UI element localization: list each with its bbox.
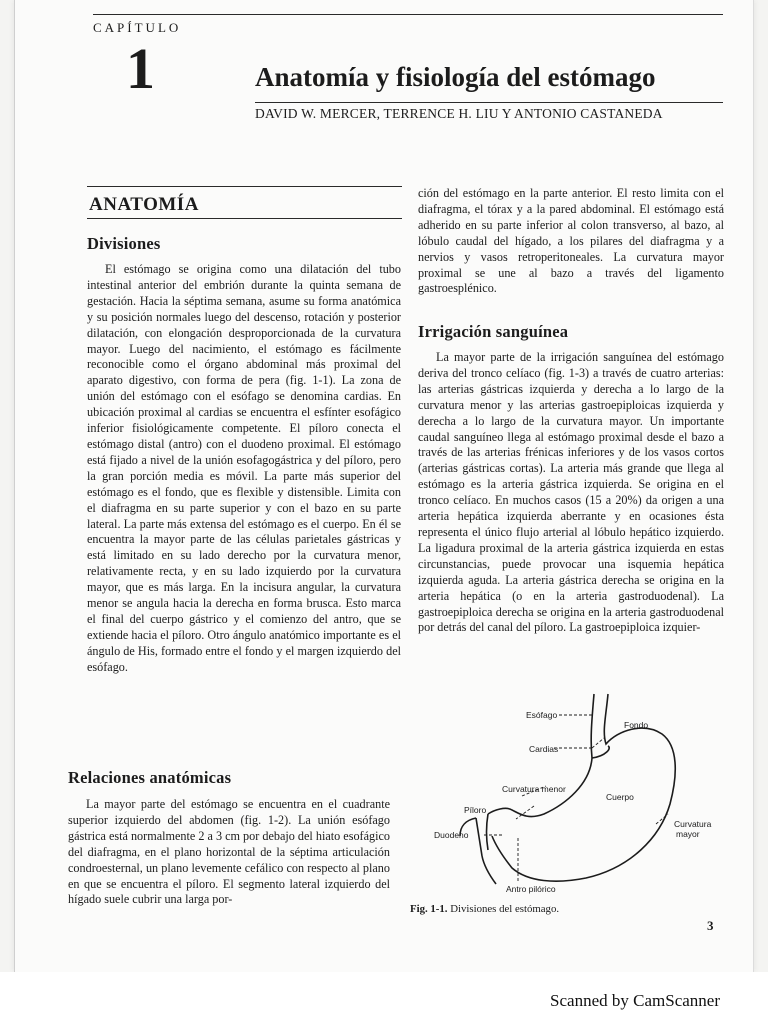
subheading-divisiones: Divisiones: [87, 234, 161, 253]
relaciones-paragraph: La mayor parte del estómago se encuentra en el cuadrante superior izquierdo del abdomen (fig. 1-2). La unión esófago gástrica está normalmente 2 a 3 cm por debajo del hiato esofágico del diafragma, en el plano horizontal de la séptima articulación condroesternal, un plano levemente cefálico con respecto al plano en que se encuentra el píloro. El segmento lateral izquierdo del hígado suele cubrir una larga por-: [68, 797, 390, 907]
chapter-authors: DAVID W. MERCER, TERRENCE H. LIU Y ANTONIO CASTANEDA: [255, 106, 663, 121]
irrigacion-paragraph: La mayor parte de la irrigación sanguínea del estómago deriva del tronco celíaco (fig. 1-3) a través de cuatro arterias: las arterias gástricas izquierda y derecha a lo largo de la curvatura menor y las arterias gastroepiploicas izquierda y derecha a lo largo de la curvatura mayor. Un importante caudal sanguíneo llega al estómago proximal desde el bazo a través de las arterias frénicas inferiores y de los vasos cortos (arterias gástricas cortas). La arteria más grande que llega al estómago es la arteria gástrica izquierda. Se origina en el tronco celíaco. En muchos casos (15 a 20%) da origen a una arteria hepática izquierda aberrante y en ocasiones ésta representa el único flujo arterial al lóbulo hepático izquierdo. La ligadura proximal de la arteria gástrica izquierda en estas circunstancias, puede provocar una isquemia hepática izquierda aguda. La arteria gástrica derecha se origina en la arteria hepática (o en la arteria gastroduodenal). La gastroepiploica derecha se origina en la arteria gastroduodenal por detrás del canal del píloro. La gastroepiploica izquier-: [418, 350, 724, 635]
subheading-relaciones: Relaciones anatómicas: [68, 768, 232, 787]
figure-label-piloro: Píloro: [464, 805, 487, 815]
section-bottom-rule: [87, 218, 402, 219]
chapter-top-rule: [183, 14, 723, 15]
figure-label-esofago: Esófago: [526, 710, 558, 720]
stomach-diagram: [416, 686, 736, 906]
figure-label-curvatura-mayor-2: mayor: [676, 829, 700, 839]
figure-label-curvatura-mayor-1: Curvatura: [674, 819, 712, 829]
figure-label-antro: Antro pilórico: [506, 884, 556, 894]
figure-label-fondo: Fondo: [624, 720, 649, 730]
section-top-rule: [87, 186, 402, 187]
figure-label-cardias: Cardias: [529, 744, 559, 754]
section-heading-anatomia: ANATOMÍA: [89, 194, 199, 215]
figure-caption-number: Fig. 1-1.: [410, 903, 448, 915]
scanner-watermark: Scanned by CamScanner: [550, 991, 720, 1010]
leader-lines: [484, 715, 668, 881]
relaciones-text-block: [68, 797, 390, 908]
chapter-title: Anatomía y fisiología del estómago: [255, 62, 656, 92]
figure-label-curvatura-menor: Curvatura menor: [502, 784, 566, 794]
figure-label-duodeno: Duodeno: [434, 830, 469, 840]
divisiones-paragraph: El estómago se origina como una dilatación del tubo intestinal anterior del embrión durante la quinta semana de gestación. Hacia la séptima semana, asume su forma anatómica y su posición normales luego del descenso, rotación y posterior dilatación, con elongación desproporcionada de la curvatura mayor. Luego del nacimiento, el estómago es fácilmente reconocible como el órgano abdominal más proximal del aparato digestivo, con forma de pera (fig. 1-1). La zona de unión del estómago con el esófago se denomina cardias. En ubicación proximal al cardias se encuentra el esfínter esofágico inferior fisiológicamente competente. El píloro conecta el estómago distal (antro) con el duodeno proximal. El estómago está fijado a nivel de la unión esofagogástrica y del píloro, pero la gran porción media es móvil. La parte más superior del estómago es el fondo, que es flexible y distensible. Limita con el diafragma en su parte superior y con el bazo en su parte lateral. La parte más extensa del estómago es el cuerpo. En él se encuentra la mayor parte de las células parietales gástricas y está limitado en su lado derecho por la curvatura menor, relativamente recta, y en su lado izquierdo por la curvatura mayor, que es más larga. En la incisura angular, la curvatura menor se angula hacia la derecha en forma brusca. Esto marca el final del cuerpo gástrico y el comienzo del antro, que se extiende hacia el píloro. Otro ángulo anatómico importante es el ángulo de His, formado entre el fondo y el margen izquierdo del esófago.: [87, 262, 401, 674]
divisiones-text-block: [87, 262, 401, 676]
figure-caption: [410, 903, 559, 915]
irrigacion-text-block: [418, 350, 724, 636]
continuation-text-block: [418, 186, 724, 297]
chapter-label: CAPÍTULO: [93, 20, 182, 35]
figure-stomach-divisions: [416, 686, 736, 906]
subheading-irrigacion: Irrigación sanguínea: [418, 322, 569, 341]
chapter-top-rule-short: [93, 14, 183, 15]
page-number: 3: [707, 918, 714, 933]
title-underline: [255, 102, 723, 103]
figure-caption-text: Divisiones del estómago.: [450, 903, 560, 915]
continuation-paragraph: ción del estómago en la parte anterior. El resto limita con el diafragma, el tórax y a la pared abdominal. El estómago está adherido en su parte inferior al colon transverso, al bazo, al lóbulo caudal del hígado, a los pilares del diafragma y a nervios y vasos retroperitoneales. La curvatura mayor proximal se une al bazo a través del ligamento gastroesplénico.: [418, 186, 724, 296]
chapter-number: 1: [126, 36, 155, 101]
figure-label-cuerpo: Cuerpo: [606, 792, 634, 802]
